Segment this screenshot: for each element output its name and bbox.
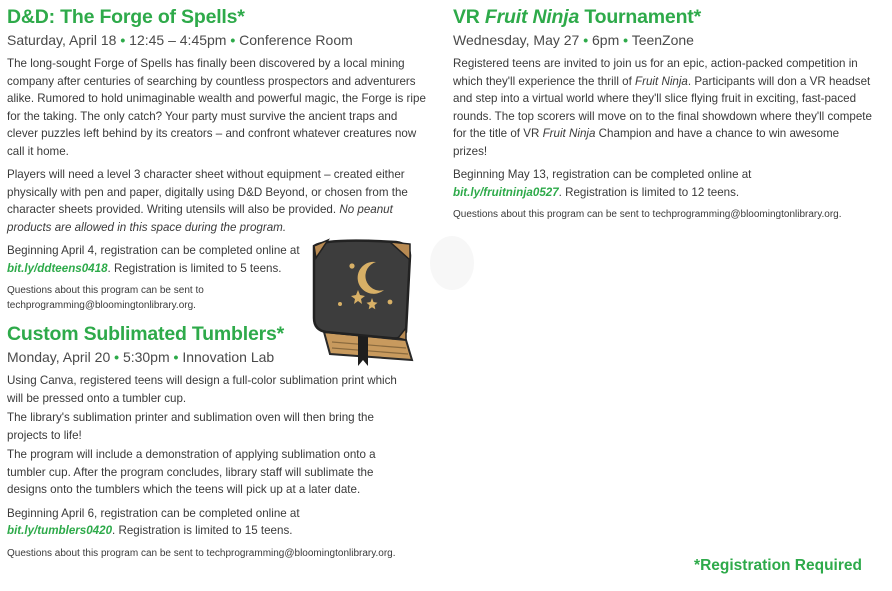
vr-questions: Questions about this program can be sent to techprogramming@bloomingtonlibrary.org. [453,209,842,220]
vr-reg-pre: Beginning May 13, registration can be completed online at [453,168,752,181]
vr-meta [453,30,873,50]
dnd-questions: Questions about this program can be sent to techprogramming@bloomingtonlibrary.org. [7,285,204,311]
dnd-reg-pre: Beginning April 4, registration can be completed online at [7,244,300,257]
dnd-requirements [7,166,427,236]
tumblers-description: Using Canva, registered teens will design a full-color sublimation print which will be pressed onto a tumbler cup. [7,374,397,405]
dnd-link[interactable]: bit.ly/ddteens0418 [7,261,108,275]
dnd-place: Conference Room [239,32,353,48]
dnd-title: D&D: The Forge of Spells* [7,6,245,28]
dnd-reg-post: . Registration is limited to 5 teens. [107,261,282,275]
dnd-description: The long-sought Forge of Spells has finally been discovered by a local mining company after centuries of searching by countless prospectors and adventurers alike. Rumored to hold unimaginable wealth and powerful magic, the Forge is ripe for the taking. The only catch? Your party must survive the ancient traps and clever puzzles left behind by its creators – and confront whatever creatures now call it home. [7,57,426,158]
vr-desc-a: Registered teens are invited to join us for an epic, action-packed competition in which they'll experience the thrill of [453,57,858,88]
vr-date: Wednesday, May 27 [453,32,580,48]
vr-desc-b: . Participants will don a VR headset and step into a virtual world where they'll slice flying fruit in exciting, fast-paced rounds. The top scorers will move on to the final showdown where they'll compete for the title of VR [453,74,872,140]
right-column [453,4,873,228]
dnd-requirements-text: Players will need a level 3 character sheet without equipment – created either physically with pen and paper, digitally using D&D Beyond, or chosen from the character sheets provided. Writing utensils will also be provided. [7,168,408,216]
tumblers-demo-note: The program will include a demonstration of applying sublimation onto a tumbler cup. After the program concludes, library staff will sublimate the designs onto the tumblers which the teens will pick up at a later date. [7,448,376,496]
vr-desc-game: Fruit Ninja [635,74,688,88]
registration-required-note: *Registration Required [694,557,862,574]
tumblers-time: 5:30pm [122,349,170,365]
vr-desc-game-2: Fruit Ninja [542,127,596,140]
dnd-peanut-note: No peanut products are allowed in this space during the program. [7,203,393,234]
vr-desc-c: Champion and have a chance to win awesome prizes! [453,127,840,158]
separator-dot: • [120,32,126,48]
tumblers-link[interactable]: bit.ly/tumblers0420 [7,524,113,537]
separator-dot: • [230,32,236,48]
vr-title-italic: Fruit Ninja [484,6,580,28]
vr-reg-post: . Registration is limited to 12 teens. [558,185,740,199]
dnd-date: Saturday, April 18 [7,32,117,48]
tumblers-printer-note: The library's sublimation printer and sublimation oven will then bring the projects to life! [7,411,374,442]
separator-dot: • [583,32,589,48]
decorative-glow [430,236,474,290]
separator-dot: • [114,349,120,365]
vr-description [453,55,873,160]
vr-registration [453,166,773,201]
tumblers-title: Custom Sublimated Tumblers* [7,323,285,345]
tumblers-registration [7,505,317,540]
vr-title-post: Tournament* [579,6,701,28]
tumblers-place: Innovation Lab [182,349,275,365]
vr-event [453,4,873,222]
tumblers-date: Monday, April 20 [7,349,111,365]
vr-time: 6pm [592,32,620,48]
vr-title [453,4,873,30]
vr-link[interactable]: bit.ly/fruitninja0527 [453,185,559,199]
dnd-meta [7,30,427,50]
dnd-registration [7,242,307,277]
vr-place: TeenZone [631,32,694,48]
vr-title-pre: VR [453,6,485,28]
tumblers-reg-pre: Beginning April 6, registration can be completed online at [7,506,300,520]
separator-dot: • [173,349,179,365]
spellbook-icon [306,232,426,372]
separator-dot: • [623,32,629,48]
dnd-time: 12:45 – 4:45pm [129,32,227,48]
tumblers-questions: Questions about this program can be sent to techprogramming@bloomingtonlibrary.org. [7,547,396,559]
tumblers-reg-post: . Registration is limited to 15 teens. [112,524,293,537]
